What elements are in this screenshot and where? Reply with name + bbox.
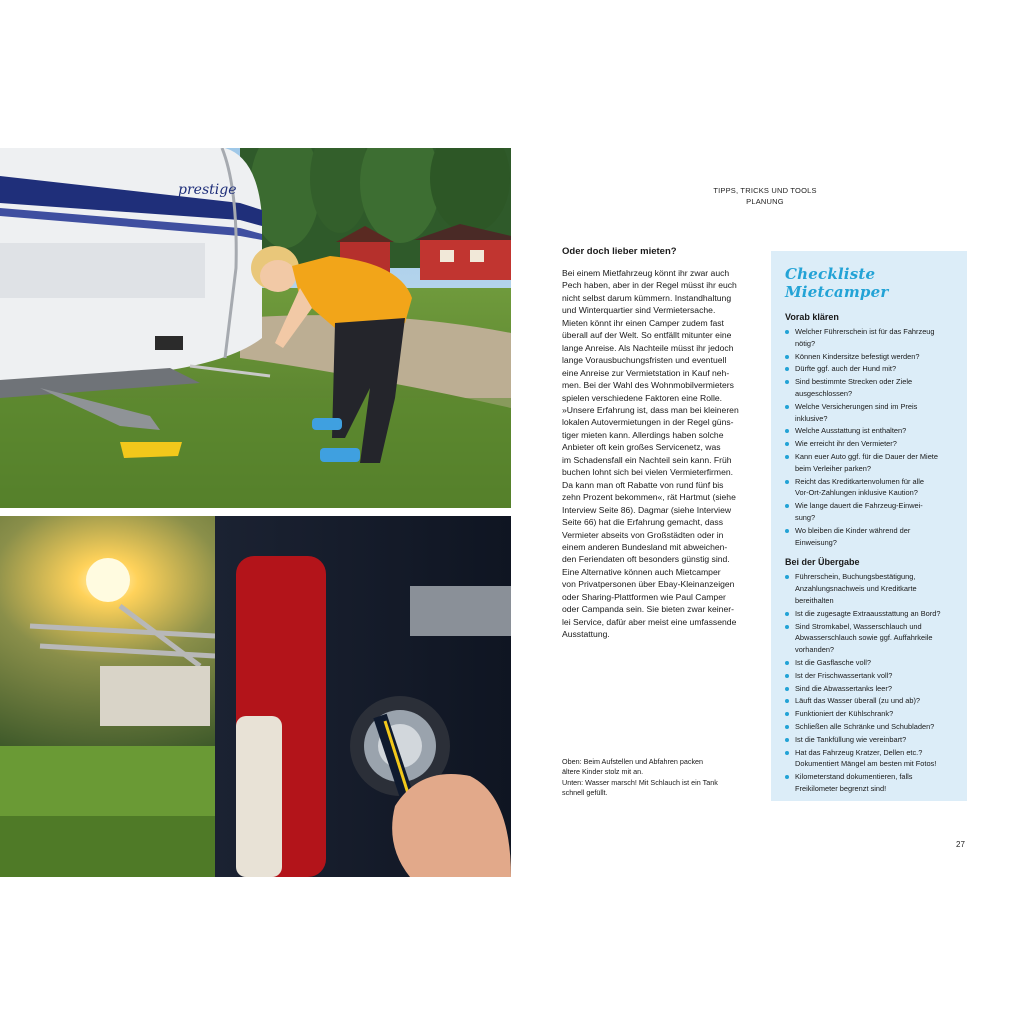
- checklist-item-line: Wo bleiben die Kinder während der: [795, 525, 911, 535]
- checklist-item: [785, 438, 957, 450]
- running-header: [700, 185, 830, 207]
- checklist-item: [785, 500, 957, 524]
- body-line: Anbieter oft kein großes Servicenetz, was: [562, 442, 721, 453]
- checklist-item: [785, 734, 957, 746]
- checklist-item: [785, 670, 957, 682]
- body-line: lange Vorausbuchungsfristen und eventuell: [562, 355, 727, 366]
- checklist-item-line: Sind die Abwassertanks leer?: [795, 683, 892, 693]
- body-line: tiger mieten kann. Allerdings haben solche: [562, 429, 724, 440]
- photo-child-cranking-caravan: [0, 148, 511, 508]
- caption-line: Unten: Wasser marsch! Mit Schlauch ist ein Tank: [562, 777, 718, 787]
- body-line: men. Bei der Wahl des Wohnmobilvermieters: [562, 380, 734, 391]
- bullet-dot-icon: [785, 625, 789, 629]
- body-line: lange Anreise. Als Nachteile müsst ihr jedoch: [562, 342, 734, 353]
- checklist-item-line: inklusive?: [795, 413, 828, 423]
- body-line: Seite 66) hat die Erfahrung gemacht, dass: [562, 517, 723, 528]
- bullet-dot-icon: [785, 661, 789, 665]
- checklist-item-line: Sind Stromkabel, Wasserschlauch und: [795, 621, 922, 631]
- bullet-dot-icon: [785, 367, 789, 371]
- checklist-section-heading: Vorab klären: [785, 312, 839, 322]
- body-line: nicht selbst darum kümmern. Instandhaltung: [562, 292, 732, 303]
- article-heading: Oder doch lieber mieten?: [562, 246, 677, 257]
- body-line: einem anderen Bundesland mit abweichen-: [562, 541, 728, 552]
- body-line: von Privatpersonen über Ebay-Kleinanzeigen: [562, 579, 735, 590]
- body-line: Eine Alternative können auch Mietcamper: [562, 566, 721, 577]
- bullet-dot-icon: [785, 687, 789, 691]
- checklist-item: [785, 351, 957, 363]
- checklist-item: [785, 683, 957, 695]
- body-line: buchen lohnt sich bei vielen Vermieterfirmen.: [562, 467, 734, 478]
- body-line: oder Sharing-Plattformen wie Paul Camper: [562, 591, 726, 602]
- checklist-item: [785, 401, 957, 425]
- checklist-item: [785, 708, 957, 720]
- body-line: den Feriendaten oft besonders günstig sind.: [562, 554, 730, 565]
- checklist-item-line: Ist die Tankfüllung wie vereinbart?: [795, 734, 907, 744]
- checklist-item-line: ausgeschlossen?: [795, 388, 853, 398]
- checklist-item-line: Welche Ausstattung ist enthalten?: [795, 426, 907, 436]
- bullet-dot-icon: [785, 674, 789, 678]
- checklist-item-line: Dokumentiert Mängel am besten mit Fotos!: [795, 759, 937, 769]
- checklist-item-line: Abwasserschlauch sowie ggf. Auffahrkeile: [795, 633, 933, 643]
- page-number: 27: [956, 840, 965, 849]
- checklist-item: [785, 476, 957, 500]
- bullet-dot-icon: [785, 738, 789, 742]
- sun-glare: [86, 558, 130, 602]
- checklist-item-line: nötig?: [795, 338, 816, 348]
- checklist-item-line: vorhanden?: [795, 645, 835, 655]
- checklist-item: [785, 721, 957, 733]
- running-header-chapter: PLANUNG: [746, 197, 784, 206]
- checklist-item-line: Sind bestimmte Strecken oder Ziele: [795, 377, 913, 387]
- checklist-item: [785, 425, 957, 437]
- bullet-dot-icon: [785, 429, 789, 433]
- body-line: lei Service, dafür aber meist eine umfassende: [562, 616, 737, 627]
- checklist-item: [785, 451, 957, 475]
- checklist-item-line: Kann euer Auto ggf. für die Dauer der Miete: [795, 451, 938, 461]
- checklist-item-line: Anzahlungsnachweis und Kreditkarte: [795, 584, 917, 594]
- body-line: lokalen Autovermietungen in der Regel güns-: [562, 417, 734, 428]
- body-line: und Winterquartier sind Vermietersache.: [562, 305, 716, 316]
- checklist-item-line: Führerschein, Buchungsbestätigung,: [795, 572, 916, 582]
- checklist-item-line: Ist die Gasflasche voll?: [795, 657, 871, 667]
- checklist-list: [785, 326, 957, 548]
- caption-line: schnell gefüllt.: [562, 788, 608, 798]
- checklist-item-line: Einweisung?: [795, 537, 837, 547]
- checklist-item-line: Welcher Führerschein ist für das Fahrzeug: [795, 327, 935, 336]
- body-line: Mieten könnt ihr einen Camper zudem fast: [562, 317, 724, 328]
- checklist-item-line: Wie lange dauert die Fahrzeug-Einwei-: [795, 501, 923, 511]
- bullet-dot-icon: [785, 575, 789, 579]
- bullet-dot-icon: [785, 504, 789, 508]
- checklist-item-line: Läuft das Wasser überall (zu und ab)?: [795, 696, 921, 706]
- checklist-item: [785, 771, 957, 795]
- checklist-item-line: bereithalten: [795, 595, 834, 605]
- checklist-section-heading: Bei der Übergabe: [785, 557, 860, 568]
- checklist-item: [785, 608, 957, 620]
- checklist-item-line: beim Verleiher parken?: [795, 463, 872, 473]
- caption-line: Oben: Beim Aufstellen und Abfahren packen: [562, 757, 704, 766]
- body-line: überall auf der Welt. So entfällt mitunter eine: [562, 330, 732, 341]
- checklist-item-line: Dürfte ggf. auch der Hund mit?: [795, 364, 897, 374]
- bullet-dot-icon: [785, 529, 789, 533]
- caption-line: ältere Kinder stolz mit an.: [562, 767, 644, 777]
- checklist-item-line: Vor-Ort-Zahlungen inklusive Kaution?: [795, 488, 918, 498]
- checklist-item-line: Wie erreicht ihr den Vermieter?: [795, 439, 897, 449]
- body-line: Pech haben, aber in der Regel müsst ihr euch: [562, 280, 737, 291]
- body-line: Bei einem Mietfahrzeug könnt ihr zwar auch: [562, 268, 730, 278]
- body-line: Vermieter abseits von Großstädten oder in: [562, 529, 724, 540]
- checklist-item-line: Freikilometer begrenzt sind!: [795, 783, 887, 793]
- checklist-item: [785, 657, 957, 669]
- yellow-wheel-chock: [120, 442, 182, 458]
- body-line: Ausstattung.: [562, 629, 610, 640]
- checklist-item: [785, 326, 957, 350]
- checklist-item-line: Können Kindersitze befestigt werden?: [795, 351, 920, 361]
- bullet-dot-icon: [785, 751, 789, 755]
- checklist-list: [785, 571, 957, 794]
- bullet-dot-icon: [785, 725, 789, 729]
- body-line: oder Campanda sein. Sie bieten zwar keiner-: [562, 604, 734, 615]
- caravan-brand-text: prestige: [178, 182, 237, 198]
- checklist-item-line: Welche Versicherungen sind im Preis: [795, 401, 918, 411]
- article-body: [562, 267, 760, 641]
- checklist-item: [785, 376, 957, 400]
- bullet-dot-icon: [785, 455, 789, 459]
- bullet-dot-icon: [785, 405, 789, 409]
- bullet-dot-icon: [785, 330, 789, 334]
- checklist-item: [785, 525, 957, 549]
- checklist-item-line: Ist der Frischwassertank voll?: [795, 670, 893, 680]
- checklist-title: Checkliste Mietcamper: [785, 265, 889, 301]
- bullet-dot-icon: [785, 355, 789, 359]
- checklist-item-line: Schließen alle Schränke und Schubladen?: [795, 721, 935, 731]
- checklist-item-line: sung?: [795, 512, 816, 522]
- checklist-item-line: Ist die zugesagte Extraausstattung an Bord?: [795, 608, 941, 618]
- running-header-section: TIPPS, TRICKS UND TOOLS: [713, 186, 817, 195]
- bullet-dot-icon: [785, 442, 789, 446]
- checklist-item: [785, 363, 957, 375]
- bullet-dot-icon: [785, 480, 789, 484]
- bullet-dot-icon: [785, 699, 789, 703]
- checklist-item: [785, 571, 957, 606]
- body-line: zehn Prozent bekommen«, rät Hartmut (siehe: [562, 492, 736, 503]
- bullet-dot-icon: [785, 380, 789, 384]
- checklist-item: [785, 695, 957, 707]
- bullet-dot-icon: [785, 712, 789, 716]
- body-line: Da kann man oft Rabatte von rund fünf bis: [562, 479, 724, 490]
- body-line: spielen verschiedene Faktoren eine Rolle.: [562, 392, 723, 403]
- checklist-item-line: Funktioniert der Kühlschrank?: [795, 709, 894, 719]
- checklist-item: [785, 747, 957, 771]
- bullet-dot-icon: [785, 775, 789, 779]
- body-line: »Unsere Erfahrung ist, dass man bei kleineren: [562, 404, 739, 415]
- body-line: im Schadensfall ein Nachteil sein kann. Früh: [562, 454, 732, 465]
- checklist-box: [771, 251, 967, 801]
- checklist-sections: [785, 311, 957, 795]
- checklist-item-line: Kilometerstand dokumentieren, falls: [795, 772, 913, 782]
- article: [562, 245, 760, 641]
- photo-caption: [562, 757, 762, 799]
- checklist-item-line: Hat das Fahrzeug Kratzer, Dellen etc.?: [795, 747, 923, 757]
- body-line: eine Anreise zur Vermietstation in Kauf neh-: [562, 367, 730, 378]
- photo-filling-water-tank: [0, 516, 511, 877]
- checklist-item: [785, 621, 957, 656]
- body-line: Interview Seite 86). Dagmar (siehe Interview: [562, 504, 732, 515]
- checklist-item-line: Reicht das Kreditkartenvolumen für alle: [795, 476, 924, 486]
- bullet-dot-icon: [785, 612, 789, 616]
